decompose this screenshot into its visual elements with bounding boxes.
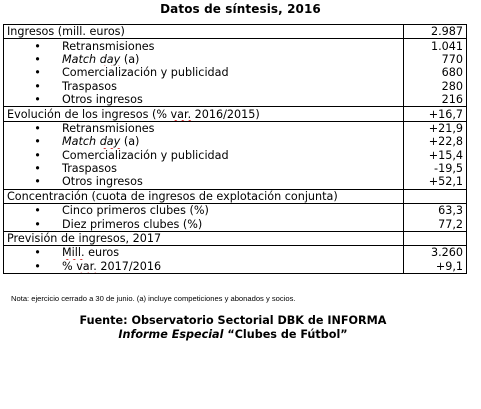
table-row [4,93,467,107]
section-value: +16,7 [404,107,467,121]
table-row [4,217,467,231]
row-value: 3.260 [404,246,467,260]
row-label: Retransmisiones [62,39,155,53]
bullet-icon [7,260,62,273]
section-label-ingresos: Ingresos (mill. euros) [4,25,404,39]
section-value: 2.987 [404,25,467,39]
table-title: Datos de síntesis, 2016 [160,2,321,16]
table-row [4,189,467,203]
table-row [4,149,467,162]
bullet-icon [7,53,62,66]
row-label: Traspasos [62,162,117,176]
table-row [4,246,467,260]
bullet-icon [7,93,62,106]
table-row [4,162,467,175]
row-value: 1.041 [404,39,467,53]
section-label-evolucion: Evolución de los ingresos (% var. 2016/2015) [4,107,404,121]
row-label: Cinco primeros clubes (%) [62,204,209,218]
footnote: Nota: ejercicio cerrado a 30 de junio. (a) incluye competiciones y abonados y socios. [11,294,296,303]
table-row [4,39,467,53]
row-value: 770 [404,53,467,66]
section-value [404,231,467,245]
source-line: Fuente: Observatorio Sectorial DBK de INFORMA [79,314,387,327]
row-value: 216 [404,93,467,107]
table-row [4,25,467,39]
bullet-icon [7,66,62,79]
row-value: +15,4 [404,149,467,162]
table-row [4,121,467,135]
row-value: +52,1 [404,175,467,189]
bullet-icon [7,204,62,217]
bullet-icon [7,175,62,188]
row-value: 77,2 [404,217,467,231]
bullet-icon [7,40,62,53]
section-label-concentracion: Concentración (cuota de ingresos de explotación conjunta) [4,189,404,203]
bullet-icon [7,80,62,93]
row-value: 63,3 [404,204,467,218]
bullet-icon [7,246,62,259]
row-label: Mill. euros [62,246,120,260]
table-row [4,66,467,79]
bullet-icon [7,149,62,162]
row-label: Traspasos [62,79,117,93]
table-row [4,231,467,245]
bullet-icon [7,122,62,135]
table-row [4,175,467,189]
row-value: 280 [404,80,467,93]
row-value: +9,1 [404,260,467,274]
bullet-icon [7,218,62,231]
section-label-prevision: Previsión de ingresos, 2017 [4,231,404,245]
table-row [4,53,467,66]
row-label: Otros ingresos [62,175,143,189]
bullet-icon [7,135,62,148]
row-value: -19,5 [404,162,467,175]
table-row [4,135,467,148]
row-label: Comercialización y publicidad [62,148,229,162]
row-label: Diez primeros clubes (%) [62,217,203,231]
section-value [404,189,467,203]
row-label: Match day (a) [62,135,140,149]
row-value: +21,9 [404,121,467,135]
row-label: Retransmisiones [62,121,155,135]
row-label: Match day (a) [62,52,140,66]
row-label: Comercialización y publicidad [62,66,229,80]
bullet-icon [7,162,62,175]
synthesis-table [3,24,467,274]
table-row [4,107,467,121]
report-title: Informe Especial “Clubes de Fútbol” [118,328,348,341]
row-value: 680 [404,66,467,79]
table-row [4,80,467,93]
row-label: % var. 2017/2016 [62,259,162,273]
table-row [4,204,467,218]
table-row [4,260,467,274]
row-value: +22,8 [404,135,467,148]
row-label: Otros ingresos [62,93,143,107]
